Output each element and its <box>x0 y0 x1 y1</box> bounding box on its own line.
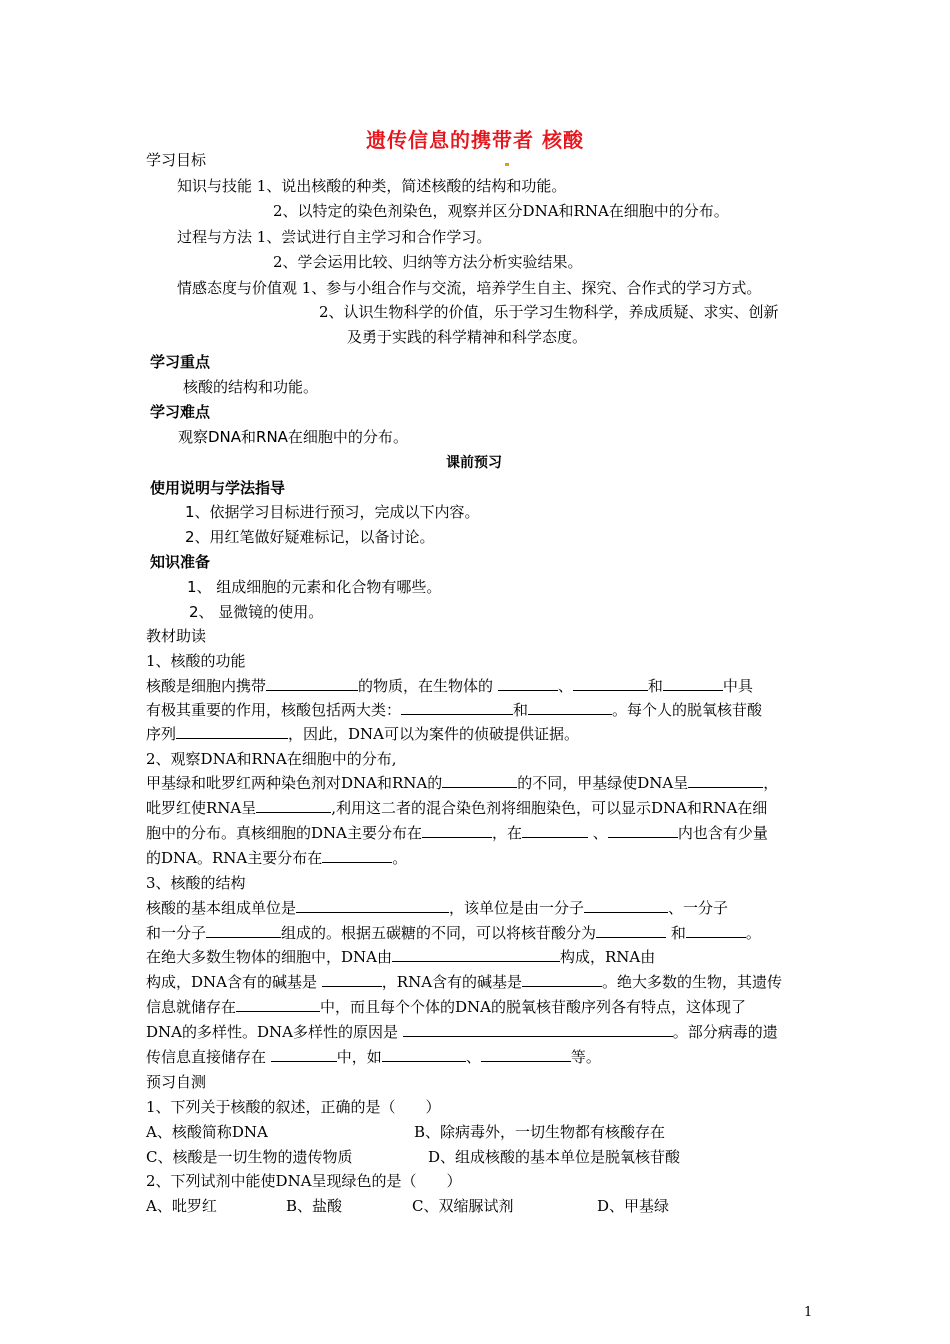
option-a[interactable]: A、吡罗红 <box>146 1197 217 1215</box>
answer-blank[interactable] <box>584 898 668 913</box>
option-a[interactable]: A、核酸简称DNA <box>146 1123 268 1141</box>
answer-blank[interactable] <box>498 676 558 691</box>
answer-blank[interactable] <box>206 923 281 938</box>
reading-heading: 教材助读 <box>146 627 207 645</box>
objectives-heading: 学习目标 <box>146 151 207 169</box>
answer-blank[interactable] <box>403 1022 673 1037</box>
answer-blank[interactable] <box>271 1047 337 1062</box>
fill-line: 胞中的分布。真核细胞的DNA主要分布在 ，在 、 内也含有少量 <box>146 824 768 842</box>
answer-blank[interactable] <box>528 700 612 715</box>
usage-item: 1、依据学习目标进行预习，完成以下内容。 <box>185 503 480 521</box>
fill-line: 构成，DNA含有的碱基是 ，RNA含有的碱基是 。绝大多数的生物，其遗传 <box>146 973 783 991</box>
objective-line: 情感态度与价值观 1、参与小组合作与交流，培养学生自主、探究、合作式的学习方式。 <box>177 279 762 297</box>
page-title: 遗传信息的携带者 核酸 <box>366 128 584 152</box>
answer-blank[interactable] <box>573 676 648 691</box>
fill-line: 在绝大多数生物体的细胞中，DNA由 构成，RNA由 <box>146 948 656 966</box>
focus-text: 核酸的结构和功能。 <box>183 378 319 396</box>
objective-line: 2、认识生物科学的价值，乐于学习生物科学，养成质疑、求实、创新 <box>319 303 779 321</box>
objective-line: 知识与技能 1、说出核酸的种类，简述核酸的结构和功能。 <box>177 177 567 195</box>
answer-blank[interactable] <box>401 700 513 715</box>
knowledge-heading: 知识准备 <box>150 553 211 571</box>
answer-blank[interactable] <box>392 947 560 962</box>
answer-blank[interactable] <box>176 724 288 739</box>
option-b[interactable]: B、盐酸 <box>286 1197 343 1215</box>
fill-line: 有极其重要的作用，核酸包括两大类： 和 。每个人的脱氧核苷酸 <box>146 701 763 719</box>
option-c[interactable]: C、核酸是一切生物的遗传物质 <box>146 1148 353 1166</box>
fill-line: 的DNA。RNA主要分布在 。 <box>146 849 408 867</box>
answer-blank[interactable] <box>382 1047 466 1062</box>
fill-line: DNA的多样性。DNA多样性的原因是 。部分病毒的遗 <box>146 1023 778 1041</box>
answer-blank[interactable] <box>688 773 763 788</box>
answer-blank[interactable] <box>596 923 666 938</box>
objective-line: 过程与方法 1、尝试进行自主学习和合作学习。 <box>177 228 492 246</box>
option-c[interactable]: C、双缩脲试剂 <box>412 1197 514 1215</box>
answer-blank[interactable] <box>522 823 588 838</box>
selftest-heading: 预习自测 <box>146 1073 207 1091</box>
question: 2、下列试剂中能使DNA呈现绿色的是（ ） <box>146 1172 462 1190</box>
fill-line: 甲基绿和吡罗红两种染色剂对DNA和RNA的 的不同，甲基绿使DNA呈 ， <box>146 774 779 792</box>
option-b[interactable]: B、除病毒外，一切生物都有核酸存在 <box>414 1123 666 1141</box>
fill-line: 序列 ，因此，DNA可以为案件的侦破提供证据。 <box>146 725 580 743</box>
decorative-dot <box>505 163 509 166</box>
fill-line: 传信息直接储存在 中，如 、 等。 <box>146 1048 601 1066</box>
objective-line: 2、学会运用比较、归纳等方法分析实验结果。 <box>273 253 583 271</box>
knowledge-item: 1、 组成细胞的元素和化合物有哪些。 <box>187 578 442 596</box>
question: 1、下列关于核酸的叙述，正确的是（ ） <box>146 1098 441 1116</box>
fill-line: 信息就储存在 中，而且每个个体的DNA的脱氧核苷酸序列各有特点，这体现了 <box>146 998 747 1016</box>
answer-blank[interactable] <box>236 997 320 1012</box>
answer-blank[interactable] <box>663 676 723 691</box>
section-heading: 1、核酸的功能 <box>146 652 246 670</box>
answer-blank[interactable] <box>686 923 746 938</box>
fill-line: 和一分子 组成的。根据五碳糖的不同，可以将核苷酸分为 和 。 <box>146 924 761 942</box>
fill-line: 核酸的基本组成单位是 ，该单位是由一分子 、一分子 <box>146 899 729 917</box>
answer-blank[interactable] <box>608 823 678 838</box>
answer-blank[interactable] <box>481 1047 571 1062</box>
answer-blank[interactable] <box>256 798 331 813</box>
answer-blank[interactable] <box>322 972 382 987</box>
answer-blank[interactable] <box>422 823 492 838</box>
page-number: 1 <box>804 1305 813 1320</box>
fill-line: 核酸是细胞内携带 的物质，在生物体的 、 和 中具 <box>146 677 753 695</box>
difficulty-text: 观察DNA和RNA在细胞中的分布。 <box>178 428 408 446</box>
usage-heading: 使用说明与学法指导 <box>150 479 286 497</box>
focus-heading: 学习重点 <box>150 353 211 371</box>
fill-line: 吡罗红使RNA呈 ,利用这二者的混合染色剂将细胞染色，可以显示DNA和RNA在细 <box>146 799 768 817</box>
answer-blank[interactable] <box>296 898 449 913</box>
answer-blank[interactable] <box>266 676 358 691</box>
answer-blank[interactable] <box>442 773 517 788</box>
difficulty-heading: 学习难点 <box>150 403 211 421</box>
answer-blank[interactable] <box>522 972 602 987</box>
answer-blank[interactable] <box>322 848 392 863</box>
knowledge-item: 2、 显微镜的使用。 <box>189 603 324 621</box>
section-heading: 3、核酸的结构 <box>146 874 246 892</box>
option-d[interactable]: D、组成核酸的基本单位是脱氧核苷酸 <box>428 1148 681 1166</box>
usage-item: 2、用红笔做好疑难标记，以备讨论。 <box>185 528 435 546</box>
option-d[interactable]: D、甲基绿 <box>597 1197 670 1215</box>
section-heading: 2、观察DNA和RNA在细胞中的分布, <box>146 750 397 768</box>
objective-line: 2、以特定的染色剂染色，观察并区分DNA和RNA在细胞中的分布。 <box>273 202 729 220</box>
preview-heading: 课前预习 <box>446 455 502 471</box>
objective-line: 及勇于实践的科学精神和科学态度。 <box>347 328 588 346</box>
